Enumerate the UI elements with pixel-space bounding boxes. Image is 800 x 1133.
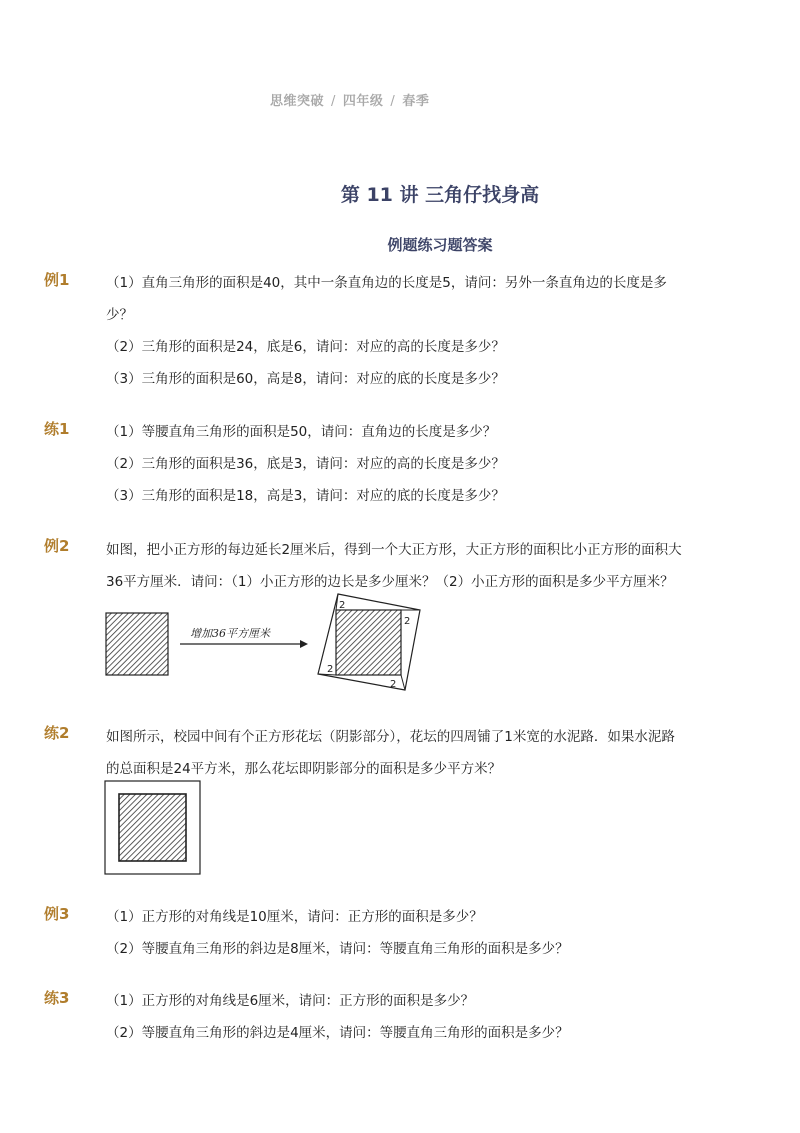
problem-line: （3）三角形的面积是18，高是3，请问：对应的底的长度是多少？	[106, 488, 505, 504]
arrow-head	[300, 640, 308, 648]
problem-line: 少？	[106, 307, 133, 323]
header-separator: /	[331, 94, 336, 109]
problem-line: （1）正方形的对角线是10厘米，请问：正方形的面积是多少？	[106, 909, 483, 925]
figure-square-extension	[100, 590, 440, 700]
problem-line: （2）等腰直角三角形的斜边是4厘米，请问：等腰直角三角形的面积是多少？	[106, 1025, 569, 1041]
figure-flower-bed	[104, 780, 202, 876]
problem-line: 的总面积是24平方米，那么花坛即阴影部分的面积是多少平方米？	[106, 761, 502, 777]
header-term: 春季	[402, 94, 430, 109]
section-subtitle: 例题练习题答案	[387, 236, 493, 254]
problem-label: 例2	[44, 537, 70, 555]
problem-label: 例3	[44, 905, 70, 923]
arrow-text: 增加36平方厘米	[190, 627, 270, 640]
problem-label: 练2	[44, 724, 70, 742]
problem-line: （2）三角形的面积是36，底是3，请问：对应的高的长度是多少？	[106, 456, 505, 472]
header-grade: 四年级	[342, 94, 384, 109]
problem-label: 练1	[44, 420, 70, 438]
problem-line: 如图，把小正方形的每边延长2厘米后，得到一个大正方形，大正方形的面积比小正方形的面积大	[106, 542, 682, 558]
problem-line: 36平方厘米．请问：（1）小正方形的边长是多少厘米？（2）小正方形的面积是多少平方厘米？	[106, 574, 674, 590]
extension-label: 2	[339, 600, 346, 611]
problem-line: （2）三角形的面积是24，底是6，请问：对应的高的长度是多少？	[106, 339, 505, 355]
inner-square	[336, 610, 401, 675]
problem-line: （3）三角形的面积是60，高是8，请问：对应的底的长度是多少？	[106, 371, 505, 387]
flower-bed	[119, 794, 186, 861]
extension-label: 2	[390, 679, 397, 690]
problem-line: （1）直角三角形的面积是40，其中一条直角边的长度是5，请问：另外一条直角边的长度是多	[106, 275, 667, 291]
extension-label: 2	[327, 664, 334, 675]
problem-line: （1）等腰直角三角形的面积是50，请问：直角边的长度是多少？	[106, 424, 497, 440]
problem-label: 例1	[44, 271, 70, 289]
page-header	[270, 90, 429, 109]
header-series: 思维突破	[270, 94, 325, 109]
problem-line: （1）正方形的对角线是6厘米，请问：正方形的面积是多少？	[106, 993, 475, 1009]
problem-line: 如图所示，校园中间有个正方形花坛（阴影部分），花坛的四周铺了1米宽的水泥路．如果水泥路	[106, 729, 675, 745]
extension-label: 2	[404, 616, 411, 627]
small-square	[106, 613, 168, 675]
lecture-title: 第 11 讲 三角仔找身高	[340, 184, 540, 206]
problem-label: 练3	[44, 989, 70, 1007]
header-separator: /	[390, 94, 396, 109]
problem-line: （2）等腰直角三角形的斜边是8厘米，请问：等腰直角三角形的面积是多少？	[106, 941, 569, 957]
